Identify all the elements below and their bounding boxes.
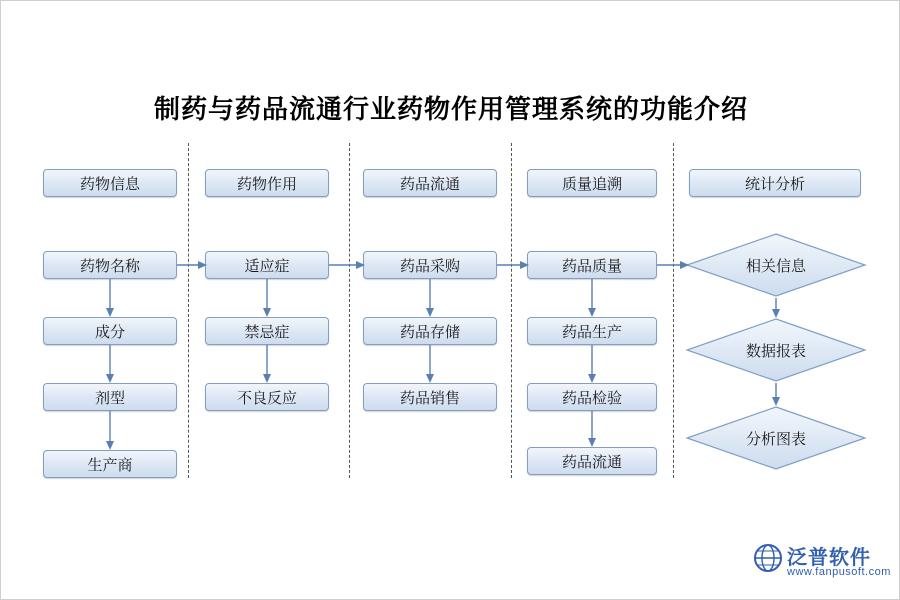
connector-indication-to-contraindication <box>261 279 273 317</box>
connector-indication-to-procurement <box>329 259 365 271</box>
column-header-quality-trace[interactable]: 质量追溯 <box>527 169 657 197</box>
connector-related-info-to-data-report <box>770 298 782 318</box>
node-analysis-chart[interactable] <box>685 405 867 471</box>
node-manufacturer[interactable]: 生产商 <box>43 450 177 478</box>
node-dosage-form[interactable]: 剂型 <box>43 383 177 411</box>
connector-procurement-to-storage <box>424 279 436 317</box>
brand-url: www.fanpusoft.com <box>787 566 891 578</box>
node-drug-quality[interactable]: 药品质量 <box>527 251 657 279</box>
node-contraindication[interactable]: 禁忌症 <box>205 317 329 345</box>
brand-logo <box>753 541 891 585</box>
column-header-drug-info[interactable]: 药物信息 <box>43 169 177 197</box>
connector-procurement-to-quality <box>497 259 529 271</box>
connector-quality-to-production <box>586 279 598 317</box>
connector-production-to-inspection <box>586 345 598 383</box>
node-adverse-reaction[interactable]: 不良反应 <box>205 383 329 411</box>
node-drug-name[interactable]: 药物名称 <box>43 251 177 279</box>
node-ingredient[interactable]: 成分 <box>43 317 177 345</box>
node-procurement[interactable]: 药品采购 <box>363 251 497 279</box>
node-drug-circulation[interactable]: 药品流通 <box>527 447 657 475</box>
connector-drug-name-to-indication <box>177 259 207 271</box>
page-title: 制药与药品流通行业药物作用管理系统的功能介绍 <box>153 94 748 124</box>
brand-name: 泛普软件 <box>787 547 871 569</box>
globe-icon <box>753 543 783 573</box>
node-analysis-chart-label: 分析图表 <box>745 430 806 448</box>
column-header-drug-effect[interactable]: 药物作用 <box>205 169 329 197</box>
column-divider-2 <box>349 143 350 478</box>
column-header-statistics[interactable]: 统计分析 <box>689 169 861 197</box>
node-indication[interactable]: 适应症 <box>205 251 329 279</box>
node-data-report-label: 数据报表 <box>745 342 806 360</box>
node-related-info[interactable] <box>685 232 867 298</box>
connector-data-report-to-analysis-chart <box>770 383 782 406</box>
connector-quality-to-related-info <box>657 259 689 271</box>
column-header-drug-distribution[interactable]: 药品流通 <box>363 169 497 197</box>
connector-ingredient-to-dosage-form <box>104 345 116 383</box>
node-drug-production[interactable]: 药品生产 <box>527 317 657 345</box>
node-drug-inspection[interactable]: 药品检验 <box>527 383 657 411</box>
column-divider-4 <box>673 143 674 478</box>
connector-storage-to-sales <box>424 345 436 383</box>
column-divider-1 <box>188 143 189 478</box>
connector-contraindication-to-adverse-reaction <box>261 345 273 383</box>
node-related-info-label: 相关信息 <box>745 257 806 275</box>
connector-inspection-to-circulation <box>586 411 598 447</box>
connector-dosage-form-to-manufacturer <box>104 411 116 450</box>
column-divider-3 <box>511 143 512 478</box>
node-data-report[interactable] <box>685 317 867 383</box>
node-storage[interactable]: 药品存储 <box>363 317 497 345</box>
node-sales[interactable]: 药品销售 <box>363 383 497 411</box>
connector-drug-name-to-ingredient <box>104 279 116 317</box>
